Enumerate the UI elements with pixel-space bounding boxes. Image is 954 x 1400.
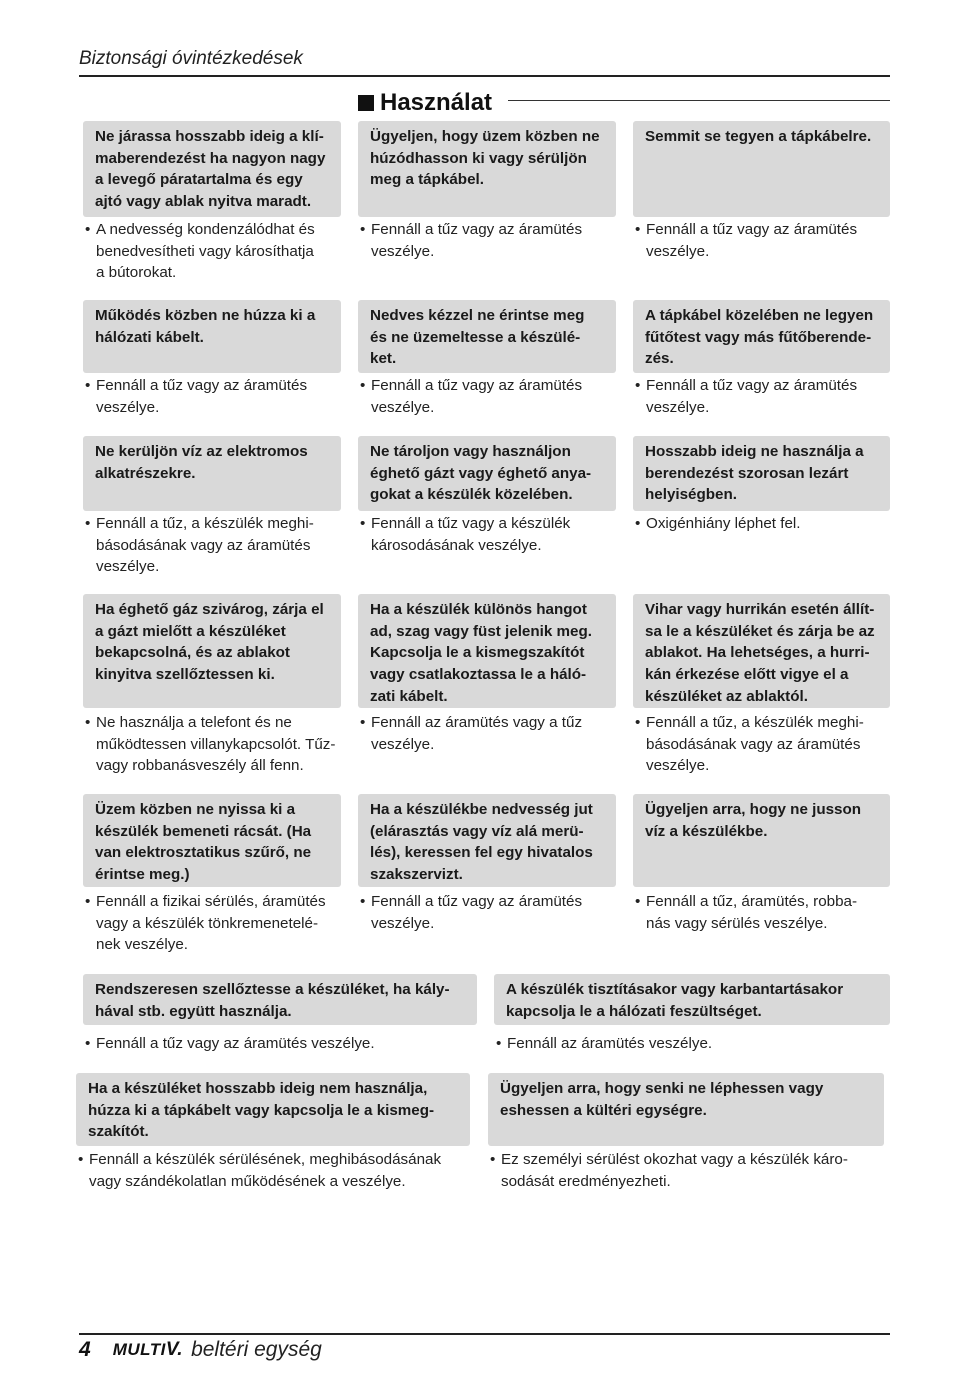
warning-card: A tápkábel közelében ne legyen fűtőtest vagy más fűtőberende- zés. — [633, 300, 890, 373]
warning-note: • Ez személyi sérülést okozhat vagy a készülék káro- sodását eredményezheti. — [488, 1149, 888, 1192]
warning-card: Ügyeljen arra, hogy ne jusson víz a készülékbe. — [633, 794, 890, 887]
section-title: Használat — [380, 89, 493, 116]
section-rule — [508, 100, 890, 101]
brand-logo — [113, 1339, 183, 1361]
warning-note: • Fennáll a fizikai sérülés, áramütés vagy a készülék tönkremenetelé- nek veszélye. — [83, 891, 341, 956]
warning-note: • Fennáll a tűz vagy az áramütés veszélye. — [358, 219, 616, 262]
page-number: 4 — [79, 1338, 91, 1361]
warning-card: Üzem közben ne nyissa ki a készülék bemeneti rácsát. (Ha van elektrosztatikus szűrő, ne érintse meg.) — [83, 794, 341, 887]
warning-card: A készülék tisztításakor vagy karbantartásakor kapcsolja le a hálózati feszültséget. — [494, 974, 890, 1025]
warning-note: • Fennáll a készülék sérülésének, meghibásodásának vagy szándékolatlan működésének a veszélye. — [76, 1149, 476, 1192]
header-rule — [79, 75, 890, 77]
warning-note: • Oxigénhiány léphet fel. — [633, 513, 890, 535]
warning-note: • Fennáll a tűz, áramütés, robba- nás vagy sérülés veszélye. — [633, 891, 890, 934]
warning-card: Ügyeljen, hogy üzem közben ne húzódhasson ki vagy sérüljön meg a tápkábel. — [358, 121, 616, 217]
warning-note: • Fennáll a tűz, a készülék meghi- básodásának vagy az áramütés veszélye. — [83, 513, 341, 578]
warning-note: • A nedvesség kondenzálódhat és benedvesítheti vagy károsíthatja a bútorokat. — [83, 219, 341, 284]
warning-card: Ügyeljen arra, hogy senki ne léphessen vagy eshessen a kültéri egységre. — [488, 1073, 884, 1146]
warning-note: • Fennáll a tűz vagy az áramütés veszélye. — [633, 219, 890, 262]
footer-rule — [79, 1333, 890, 1335]
footer-text: beltéri egység — [191, 1338, 322, 1361]
warning-card: Működés közben ne húzza ki a hálózati kábelt. — [83, 300, 341, 373]
section-heading — [358, 88, 492, 118]
warning-note: • Fennáll a tűz, a készülék meghi- básodásának vagy az áramütés veszélye. — [633, 712, 890, 777]
warning-note: • Fennáll a tűz vagy a készülék károsodásának veszélye. — [358, 513, 616, 556]
warning-note: • Fennáll az áramütés vagy a tűz veszélye. — [358, 712, 616, 755]
section-square-icon — [358, 95, 374, 111]
brand-v: V. — [165, 1339, 184, 1360]
warning-note: • Ne használja a telefont és ne működtessen villanykapcsolót. Tűz- vagy robbanásveszély áll fenn. — [83, 712, 341, 777]
warning-note: • Fennáll a tűz vagy az áramütés veszélye. — [358, 891, 616, 934]
warning-card: Ha a készülék különös hangot ad, szag vagy füst jelenik meg. Kapcsolja le a kismegszakítót vagy csatlakoztassa le a háló- zati kábelt. — [358, 594, 616, 708]
warning-card: Nedves kézzel ne érintse meg és ne üzemeltesse a készülé- ket. — [358, 300, 616, 373]
warning-card: Ne járassa hosszabb ideig a klí- maberendezést ha nagyon nagy a levegő páratartalma és egy ajtó vagy ablak nyitva maradt. — [83, 121, 341, 217]
warning-note: • Fennáll az áramütés veszélye. — [494, 1033, 890, 1055]
warning-card: Semmit se tegyen a tápkábelre. — [633, 121, 890, 217]
warning-card: Ha a készüléket hosszabb ideig nem használja, húzza ki a tápkábelt vagy kapcsolja le a kismeg- szakítót. — [76, 1073, 470, 1146]
warning-card: Ne tároljon vagy használjon éghető gázt vagy éghető anya- gokat a készülék közelében. — [358, 436, 616, 511]
warning-note: • Fennáll a tűz vagy az áramütés veszélye. — [358, 375, 616, 418]
warning-note: • Fennáll a tűz vagy az áramütés veszélye. — [633, 375, 890, 418]
warning-card: Ha éghető gáz szivárog, zárja el a gázt mielőtt a készüléket bekapcsolná, és az ablakot kinyitva szellőztessen ki. — [83, 594, 341, 708]
warning-card: Ha a készülékbe nedvesség jut (elárasztás vagy víz alá merü- lés), keressen fel egy hivatalos szakszervizt. — [358, 794, 616, 887]
warning-card: Rendszeresen szellőztesse a készüléket, ha kály- hával stb. együtt használja. — [83, 974, 477, 1025]
header-title: Biztonsági óvintézkedések — [79, 48, 303, 69]
footer — [79, 1336, 322, 1364]
warning-note: • Fennáll a tűz vagy az áramütés veszélye. — [83, 375, 341, 418]
warning-card: Vihar vagy hurrikán esetén állít- sa le a készüléket és zárja be az ablakot. Ha lehetséges, a hurri- kán érkezése előtt vigye el a készüléket az ablaktól. — [633, 594, 890, 708]
warning-card: Ne kerüljön víz az elektromos alkatrészekre. — [83, 436, 341, 511]
brand-main: MULTI — [112, 1340, 166, 1359]
warning-note: • Fennáll a tűz vagy az áramütés veszélye. — [83, 1033, 477, 1055]
warning-card: Hosszabb ideig ne használja a berendezést szorosan lezárt helyiségben. — [633, 436, 890, 511]
